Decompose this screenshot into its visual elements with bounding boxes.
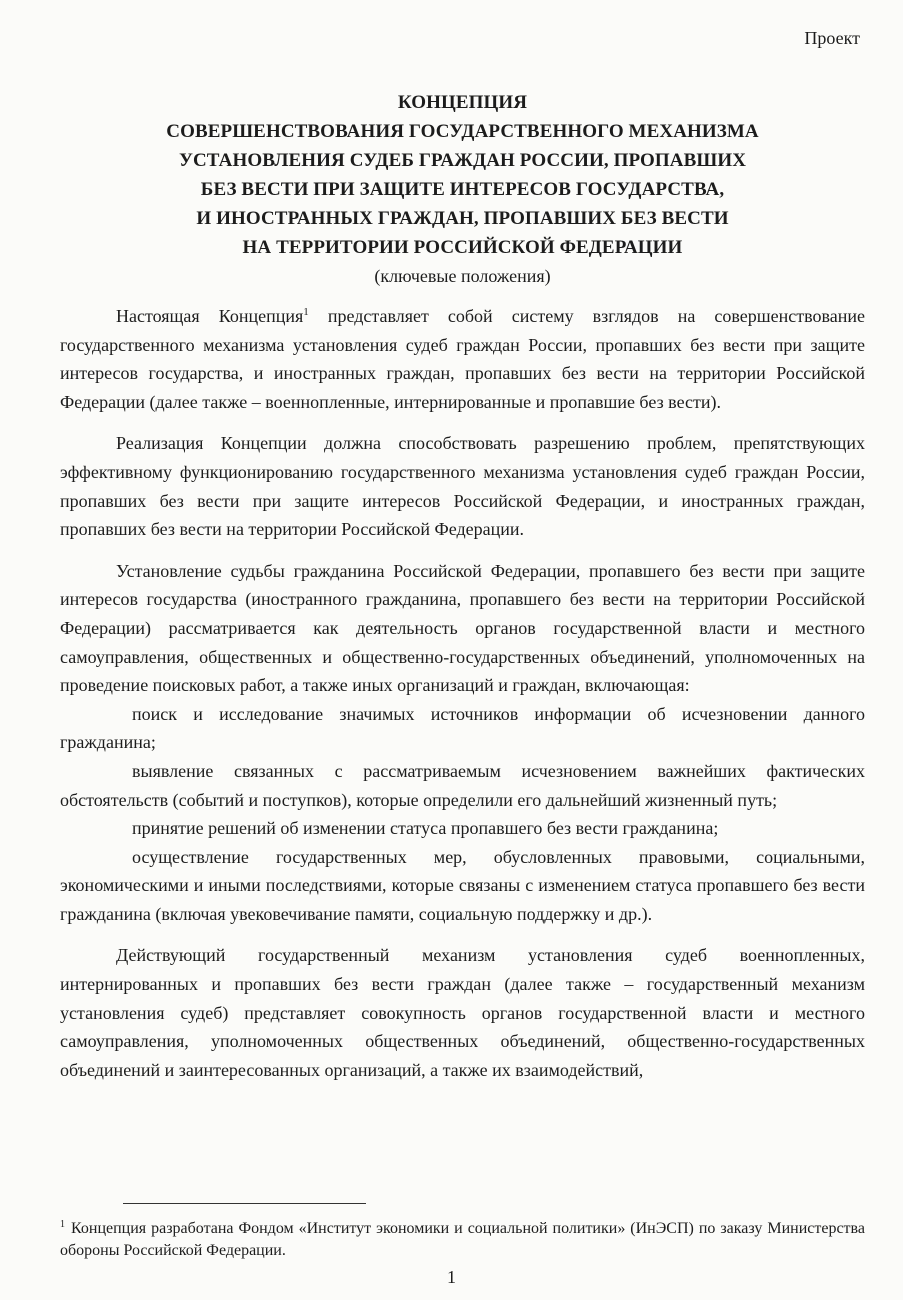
document-body xyxy=(60,302,865,1097)
paragraph-intro-lead: Настоящая Концепция xyxy=(116,306,304,326)
page-number: 1 xyxy=(447,1267,456,1287)
title-line: НА ТЕРРИТОРИИ РОССИЙСКОЙ ФЕДЕРАЦИИ xyxy=(242,237,683,258)
title-line: СОВЕРШЕНСТВОВАНИЯ ГОСУДАРСТВЕННОГО МЕХАНИЗМА xyxy=(166,121,759,142)
list-item: поиск и исследование значимых источников информации об исчезновении данного гражданина; xyxy=(60,703,865,753)
footnote-marker: 1 xyxy=(60,1218,65,1230)
paragraph-mechanism: Действующий государственный механизм установления судеб военнопленных, интернированных и пропавших без вести граждан (далее также – государственный механизм установления судеб) представляет совокупность органов государственной власти и местного самоуправления, уполномоченных общественных объединений, общественно-государственных объединений и заинтересованных организаций, а также их взаимодействий, xyxy=(60,945,865,1080)
document-subtitle: (ключевые положения) xyxy=(374,266,551,286)
paragraph-intro xyxy=(60,302,865,416)
title-line: КОНЦЕПЦИЯ xyxy=(397,92,528,113)
paragraph-implementation: Реализация Концепции должна способствовать разрешению проблем, препятствующих эффективному функционированию государственного механизма установления судеб граждан России, пропавших без вести при защите интересов Российской Федерации, и иностранных граждан, пропавших без вести на территории Российской Федерации. xyxy=(60,433,865,540)
document-title xyxy=(60,88,865,290)
list-item: принятие решений об изменении статуса пропавшего без вести гражданина; xyxy=(132,818,719,839)
title-line: И ИНОСТРАННЫХ ГРАЖДАН, ПРОПАВШИХ БЕЗ ВЕСТИ xyxy=(196,208,729,229)
title-line: УСТАНОВЛЕНИЯ СУДЕБ ГРАЖДАН РОССИИ, ПРОПАВШИХ xyxy=(178,150,747,171)
footnote xyxy=(60,1218,865,1262)
footnote-text: Концепция разработана Фондом «Институт экономики и социальной политики» (ИнЭСП) по заказу Министерства обороны Российской Федерации. xyxy=(60,1220,865,1259)
footnote-divider xyxy=(123,1203,366,1204)
footnote-reference[interactable]: 1 xyxy=(303,306,309,318)
list-item: выявление связанных с рассматриваемым исчезновением важнейших фактических обстоятельств (событий и поступков), которые определили его дальнейший жизненный путь; xyxy=(60,760,865,810)
paragraph-definition: Установление судьбы гражданина Российской Федерации, пропавшего без вести при защите интересов государства (иностранного гражданина, пропавшего без вести на территории Российской Федерации) рассматривается как деятельность органов государственной власти и местного самоуправления, общественных и общественно-государственных объединений, уполномоченных на проведение поисковых работ, а также иных организаций и граждан, включающая: xyxy=(60,560,865,696)
paragraph-intro-rest: представляет собой систему взглядов на совершенствование государственного механизма установления судеб граждан России, пропавших без вести при защите интересов государства, и иностранных граждан, пропавших без вести на территории Российской Федерации (далее также – военнопленные, интернированные и пропавшие без вести). xyxy=(60,306,865,412)
draft-stamp: Проект xyxy=(804,28,860,48)
title-line: БЕЗ ВЕСТИ ПРИ ЗАЩИТЕ ИНТЕРЕСОВ ГОСУДАРСТВА, xyxy=(200,179,725,200)
list-item: осуществление государственных мер, обусловленных правовыми, социальными, экономическими и иными последствиями, которые связаны с изменением статуса пропавшего без вести гражданина (включая увековечивание памяти, социальную поддержку и др.). xyxy=(60,846,865,924)
